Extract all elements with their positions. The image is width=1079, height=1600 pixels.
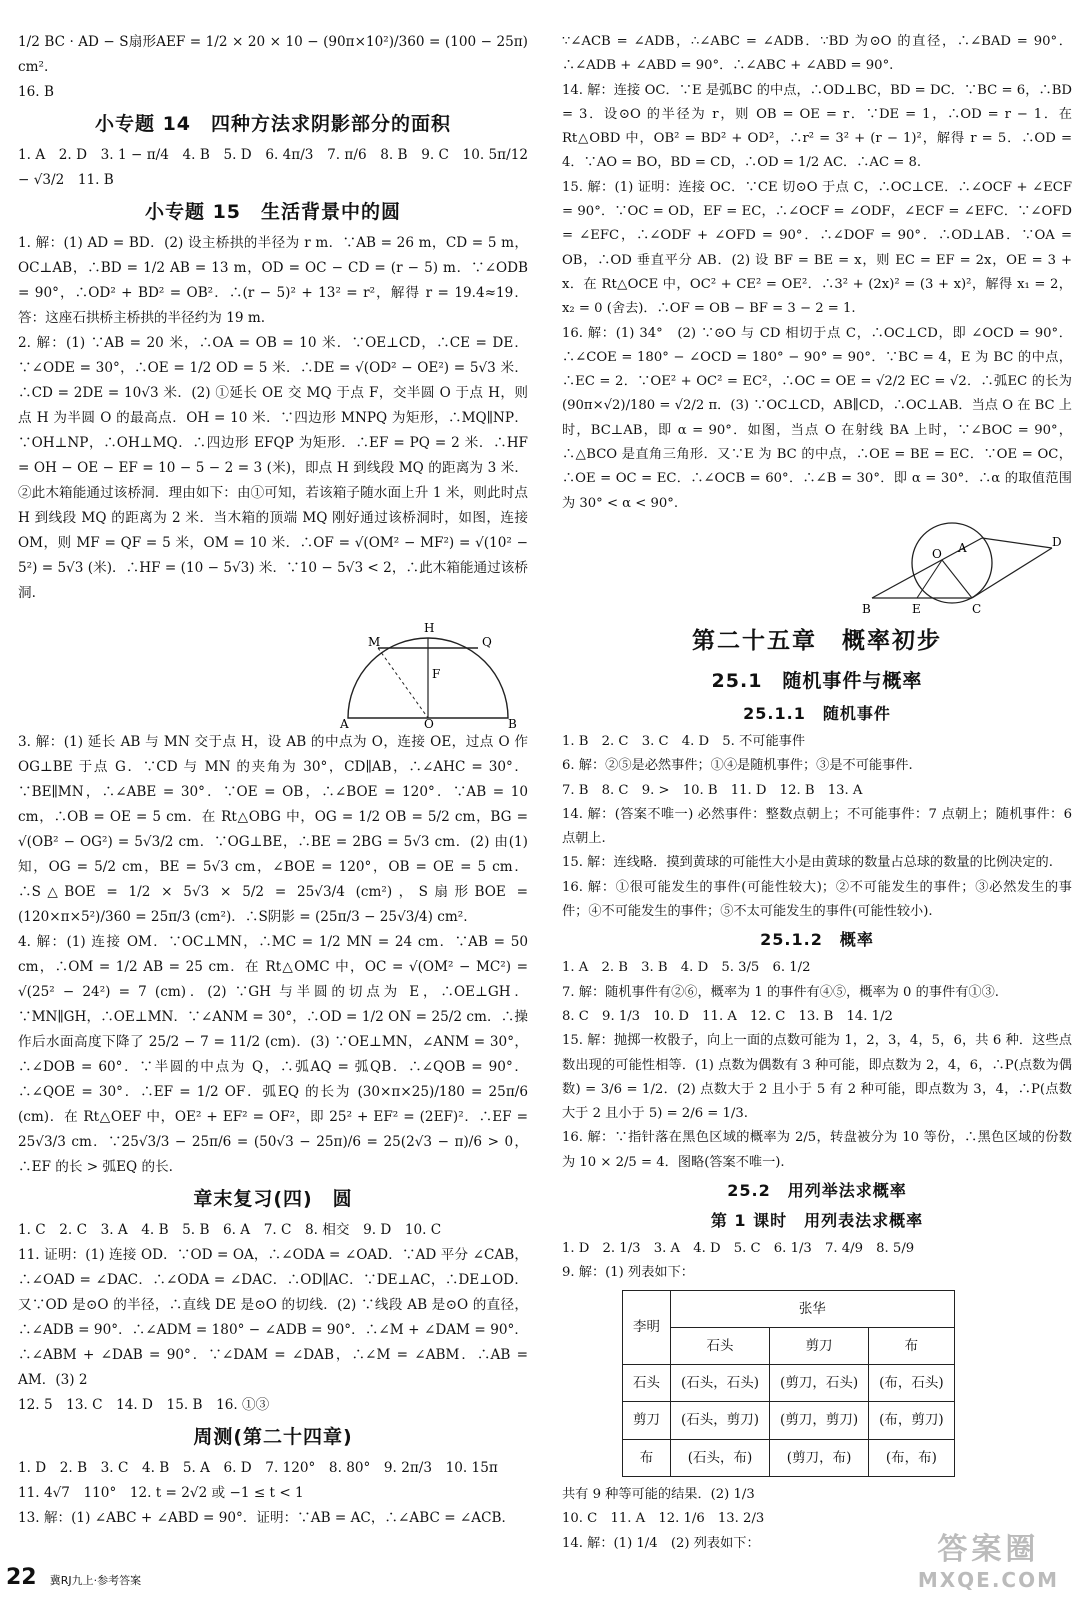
answer-line: 1/2 BC · AD − S扇形AEF = 1/2 × 20 × 10 − (90π×10²)/360 = (100 − 25π) cm². <box>18 34 528 75</box>
page-footer <box>6 1565 141 1590</box>
fig-label-O: O <box>932 546 942 561</box>
col-label: 剪刀 <box>770 1327 869 1364</box>
section-heading: 章末复习(四) 圆 <box>193 1188 353 1210</box>
answer-line: 15. 解：(1) 证明：连接 OC．∵CE 切⊙O 于点 C，∴OC⊥CE．∴∠OCF + ∠ECF = 90°．∵OC = OD，EF = EC，∴∠OCF = ∠ODF，∠ECF = ∠EFC．∵∠OFD = ∠EFC，∴∠ODF + ∠OFD = 90°．∴∠DOF = 90°．∴OD⊥AB．∵OA = OB，∴OD 垂直平分 AB．(2) 设 BF = BE = x，则 EC = EF = 2x，OE = 3 + x．在 Rt△OCE 中，OC² + CE² = OE²．∴3² + (2x)² = (3 + x)²，解得 x₁ = 2，x₂ = 0 (舍去)．∴OF = OB − BF = 3 − 2 = 1. <box>562 179 1072 317</box>
semicircle-figure <box>338 608 518 728</box>
fig-label-B: B <box>862 601 871 616</box>
left-column <box>18 30 528 1531</box>
fig-label-D: D <box>1052 534 1062 549</box>
watermark-title: 答案圈 <box>937 1532 1040 1567</box>
row-label: 剪刀 <box>623 1402 671 1439</box>
answer-line: 16. 解：①很可能发生的事件(可能性较大)；②不可能发生的事件；③必然发生的事件；④不可能发生的事件；⑤不太可能发生的事件(可能性较小). <box>562 879 1072 920</box>
answer-line: 16. 解：∵指针落在黑色区域的概率为 2/5，转盘被分为 10 等份，∴黑色区域的份数为 10 × 2/5 = 4．图略(答案不唯一). <box>562 1130 1072 1170</box>
answer-line: 16. 解：(1) 34° (2) ∵⊙O 与 CD 相切于点 C，∴OC⊥CD，即 ∠OCD = 90°．∴∠COE = 180° − ∠OCD = 180° − 90° = 90°．∵BC = 4，E 为 BC 的中点，∴EC = 2．∵OE² + OC² = EC²，∴OC = OE = √2/2 EC = √2．∴弧EC 的长为 (90π×√2)/180 = √2/2 π．(3) ∵OC⊥CD，AB∥CD，∴OC⊥AB．当点 O 在 BC 上时，BC⊥AB，即 α = 90°．如图，当点 O 在射线 BA 上时，∵∠BOC = 90°，∴△BCO 是直角三角形．又∵E 为 BC 的中点，∴OE = BE = EC．∵OE = OC，∴OE = OC = EC．∴∠OCB = 60°．∴∠B = 30°．即 α = 30°．∴α 的取值范围为 30° < α < 90°. <box>562 325 1072 511</box>
fig-label-B: B <box>508 717 517 728</box>
table-cell: (布，布) <box>869 1439 955 1476</box>
table-row <box>623 1402 955 1439</box>
table-cell: (石头，石头) <box>671 1365 770 1402</box>
answer-line: 14. 解：连接 OC．∵E 是弧BC 的中点，∴OD⊥BC，BD = DC．∵BC = 6，∴BD = 3．设⊙O 的半径为 r，则 OB = OE = r．∵DE = 1，∴OD = r − 1．在 Rt△OBD 中，OB² = BD² + OD²，∴r² = 3² + (r − 1)²，解得 r = 5．∴OD = 4．∵AO = BO，BD = CD，∴OD = 1/2 AC．∴AC = 8. <box>562 82 1072 171</box>
chapter-heading: 第二十五章 概率初步 <box>692 627 942 654</box>
fig-label-Q: Q <box>482 635 492 649</box>
answer-line: 1. C 2. C 3. A 4. B 5. B 6. A 7. C 8. 相交 9. D 10. C <box>18 1222 442 1238</box>
answer-line: 7. 解：随机事件有②⑥，概率为 1 的事件有④⑤，概率为 0 的事件有①③. <box>562 984 999 1000</box>
answer-line: 12. 5 13. C 14. D 15. B 16. ①③ <box>18 1397 270 1413</box>
page-number: 22 <box>6 1565 37 1590</box>
col-label: 石头 <box>671 1327 770 1364</box>
table-cell: (剪刀，剪刀) <box>770 1402 869 1439</box>
col-header: 张华 <box>671 1290 955 1327</box>
watermark-url: MXQE.COM <box>917 1568 1059 1592</box>
table-cell: (石头，剪刀) <box>671 1402 770 1439</box>
answer-line: 9. 解：(1) 列表如下： <box>562 1265 694 1281</box>
circle-figure-wrap <box>562 518 1072 618</box>
fig-label-C: C <box>972 601 982 616</box>
answer-line: 4. 解：(1) 连接 OM．∵OC⊥MN，∴MC = 1/2 MN = 24 cm．∵AB = 50 cm，∴OM = 1/2 AB = 25 cm．在 Rt△OMC 中，OC = √(OM² − MC²) = √(25² − 24²) = 7 (cm)．(2) ∵GH 与半圆的切点为 E，∴OE⊥GH．∵MN∥GH，∴OE⊥MN．∵∠ANM = 30°，∴OD = 1/2 ON = 25/2 cm．∴操作后水面高度下降了 25/2 − 7 = 11/2 (cm)．(3) ∵OE⊥MN，∠ANM = 30°，∴∠DOB = 60°．∵半圆的中点为 Q，∴弧AQ = 弧QB．∴∠QOB = 90°．∴∠QOE = 30°．∴EF = 1/2 OF．弧EQ 的长为 (30×π×25)/180 = 25π/6 (cm)．在 Rt△OEF 中，OE² + EF² = OF²，即 25² + EF² = (2EF)²．∴EF = 25√3/3 cm．∵25√3/3 − 25π/6 = (50√3 − 25π)/6 = 25(2√3 − π)/6 > 0，∴EF 的长 > 弧EQ 的长. <box>18 934 528 1175</box>
answer-line: 14. 解：(1) 1/4 (2) 列表如下： <box>562 1535 760 1551</box>
section-heading: 周测(第二十四章) <box>193 1426 353 1448</box>
answer-line: 11. 4√7 110° 12. t = 2√2 或 −1 ≤ t < 1 <box>18 1485 304 1501</box>
col-label: 布 <box>869 1327 955 1364</box>
table-row <box>623 1439 955 1476</box>
section-heading: 25.1 随机事件与概率 <box>711 669 923 692</box>
table-cell: (布，石头) <box>869 1365 955 1402</box>
fig-label-H: H <box>424 621 435 635</box>
table-cell: (剪刀，石头) <box>770 1365 869 1402</box>
answer-line: 13. 解：(1) ∠ABC + ∠ABD = 90°．证明：∵AB = AC，∴∠ABC = ∠ACB． <box>18 1510 516 1526</box>
answer-line: 14. 解：(答案不唯一) 必然事件：整数点朝上；不可能事件：7 点朝上；随机事件：6 点朝上. <box>562 806 1072 847</box>
answer-line: 1. 解：(1) AD = BD．(2) 设主桥拱的半径为 r m．∵AB = 26 m，CD = 5 m，OC⊥AB，∴BD = 1/2 AB = 13 m，OD = OC − CD = (r − 5) m．∵∠ODB = 90°，∴OD² + BD² = OB²．∴(r − 5)² + 13² = r²，解得 r = 19.4≈19．答：这座石拱桥主桥拱的半径约为 19 m. <box>18 235 528 326</box>
answer-line: 16. B <box>18 84 54 100</box>
semicircle-figure-wrap <box>18 608 528 728</box>
section-heading: 25.2 用列举法求概率 <box>727 1180 907 1200</box>
answer-line: 1. B 2. C 3. C 4. D 5. 不可能事件 <box>562 733 806 749</box>
section-heading: 小专题 15 生活背景中的圆 <box>144 201 402 223</box>
answer-line: 1. A 2. B 3. B 4. D 5. 3/5 6. 1/2 <box>562 960 811 976</box>
table-cell: (剪刀，布) <box>770 1439 869 1476</box>
section-heading: 第 1 课时 用列表法求概率 <box>710 1210 924 1230</box>
section-heading: 25.1.1 随机事件 <box>743 703 891 723</box>
answer-line: 10. C 11. A 12. 1/6 13. 2/3 <box>562 1511 765 1527</box>
answer-line: 共有 9 种等可能的结果．(2) 1/3 <box>562 1487 755 1503</box>
answer-line: 1. D 2. B 3. C 4. B 5. A 6. D 7. 120° 8. 80° 9. 2π/3 10. 15π <box>18 1460 498 1476</box>
fig-label-A: A <box>340 717 349 728</box>
answer-line: 15. 解：连线略．摸到黄球的可能性大小是由黄球的数量占总球的数量的比例决定的. <box>562 855 1053 871</box>
answer-line: 1. A 2. D 3. 1 − π/4 4. B 5. D 6. 4π/3 7. π/6 8. B 9. C 10. 5π/12 − √3/2 11. B <box>18 147 528 188</box>
table-row <box>623 1365 955 1402</box>
answer-line: 15. 解：抛掷一枚骰子，向上一面的点数可能为 1，2，3，4，5，6，共 6 种．这些点数出现的可能性相等．(1) 点数为偶数有 3 种可能，即点数为 2，4，6，∴P(点数为偶数) = 3/6 = 1/2．(2) 点数大于 2 且小于 5 有 2 种可能，即点数为 3，4，∴P(点数大于 2 且小于 5) = 2/6 = 1/3. <box>562 1033 1072 1122</box>
footer-text: 冀RJ九上·参考答案 <box>49 1574 142 1587</box>
row-header: 李明 <box>623 1290 671 1365</box>
answer-line: 1. D 2. 1/3 3. A 4. D 5. C 6. 1/3 7. 4/9 8. 5/9 <box>562 1240 915 1256</box>
answer-line: 3. 解：(1) 延长 AB 与 MN 交于点 H，设 AB 的中点为 O，连接 OE，过点 O 作 OG⊥BE 于点 G．∵CD 与 MN 的夹角为 30°，CD∥AB，∴∠AHC = 30°．∵BE∥MN，∴∠ABE = 30°．∵OE = OB，∴∠BOE = 120°．∵AB = 10 cm，∴OB = OE = 5 cm．在 Rt△OBG 中，OG = 1/2 OB = 5/2 cm，BG = √(OB² − OG²) = 5√3/2 cm．∵OG⊥BE，∴BE = 2BG = 5√3 cm．(2) 由(1)知，OG = 5/2 cm，BE = 5√3 cm，∠BOE = 120°，OB = OE = 5 cm．∴S△BOE = 1/2 × 5√3 × 5/2 = 25√3/4 (cm²)，S扇形BOE = (120×π×5²)/360 = 25π/3 (cm²)．∴S阴影 = (25π/3 − 25√3/4) cm². <box>18 734 528 925</box>
answer-line: 2. 解：(1) ∵AB = 20 米，∴OA = OB = 10 米．∵OE⊥CD，∴CE = DE．∵∠ODE = 30°，∴OE = 1/2 OD = 5 米．∴DE = √(OD² − OE²) = 5√3 米．∴CD = 2DE = 10√3 米．(2) ①延长 OE 交 MQ 于点 F，交半圆 O 于点 H，则点 H 为半圆 O 的最高点．OH = 10 米．∵四边形 MNPQ 为矩形，∴MQ∥NP．∵OH⊥NP，∴OH⊥MQ．∴四边形 EFQP 为矩形．∴EF = PQ = 2 米．∴HF = OH − OE − EF = 10 − 5 − 2 = 3 (米)，即点 H 到线段 MQ 的距离为 3 米．②此木箱能通过该桥洞．理由如下：由①可知，若该箱子随水面上升 1 米，则此时点 H 到线段 MQ 的距离为 2 米．当木箱的顶端 MQ 刚好通过该桥洞时，如图，连接 OM，则 MF = QF = 5 米，OM = 10 米．∴OF = √(OM² − MF²) = √(10² − 5²) = 5√3 (米)．∴HF = (10 − 5√3) 米．∵10 − 5√3 < 2，∴此木箱能通过该桥洞. <box>18 335 528 601</box>
fig-label-F: F <box>432 667 441 681</box>
fig-label-O: O <box>424 717 434 728</box>
circle-figure <box>862 518 1062 618</box>
answer-line: 7. B 8. C 9. > 10. B 11. D 12. B 13. A <box>562 782 863 798</box>
fig-label-E: E <box>912 601 921 616</box>
right-column <box>562 30 1072 1556</box>
section-heading: 25.1.2 概率 <box>760 930 874 950</box>
answer-line: 6. 解：②⑤是必然事件；①④是随机事件；③是不可能事件. <box>562 758 913 774</box>
answer-line: 11. 证明：(1) 连接 OD．∵OD = OA，∴∠ODA = ∠OAD．∵AD 平分 ∠CAB，∴∠OAD = ∠DAC．∴∠ODA = ∠DAC．∴OD∥AC．∵DE⊥AC，∴DE⊥OD．又∵OD 是⊙O 的半径，∴直线 DE 是⊙O 的切线．(2) ∵线段 AB 是⊙O 的直径，∴∠ADB = 90°．∴∠ADM = 180° − ∠ADB = 90°．∴∠M + ∠DAM = 90°．∴∠ABM + ∠DAB = 90°．∵∠DAM = ∠DAB，∴∠M = ∠ABM．∴AB = AM．(3) 2 <box>18 1247 528 1388</box>
table-cell: (石头，布) <box>671 1439 770 1476</box>
outcome-table <box>622 1290 955 1477</box>
watermark <box>918 1524 1059 1592</box>
section-heading: 小专题 14 四种方法求阴影部分的面积 <box>94 113 452 135</box>
table-cell: (布，剪刀) <box>869 1402 955 1439</box>
fig-label-A: A <box>958 540 967 555</box>
row-label: 布 <box>623 1439 671 1476</box>
answer-line: 8. C 9. 1/3 10. D 11. A 12. C 13. B 14. 1/2 <box>562 1008 893 1024</box>
answer-line: ∵∠ACB = ∠ADB，∴∠ABC = ∠ADB．∵BD 为⊙O 的直径，∴∠BAD = 90°．∴∠ADB + ∠ABD = 90°．∴∠ABC + ∠ABD = 90°. <box>562 34 1072 74</box>
row-label: 石头 <box>623 1365 671 1402</box>
fig-label-M: M <box>368 635 381 649</box>
